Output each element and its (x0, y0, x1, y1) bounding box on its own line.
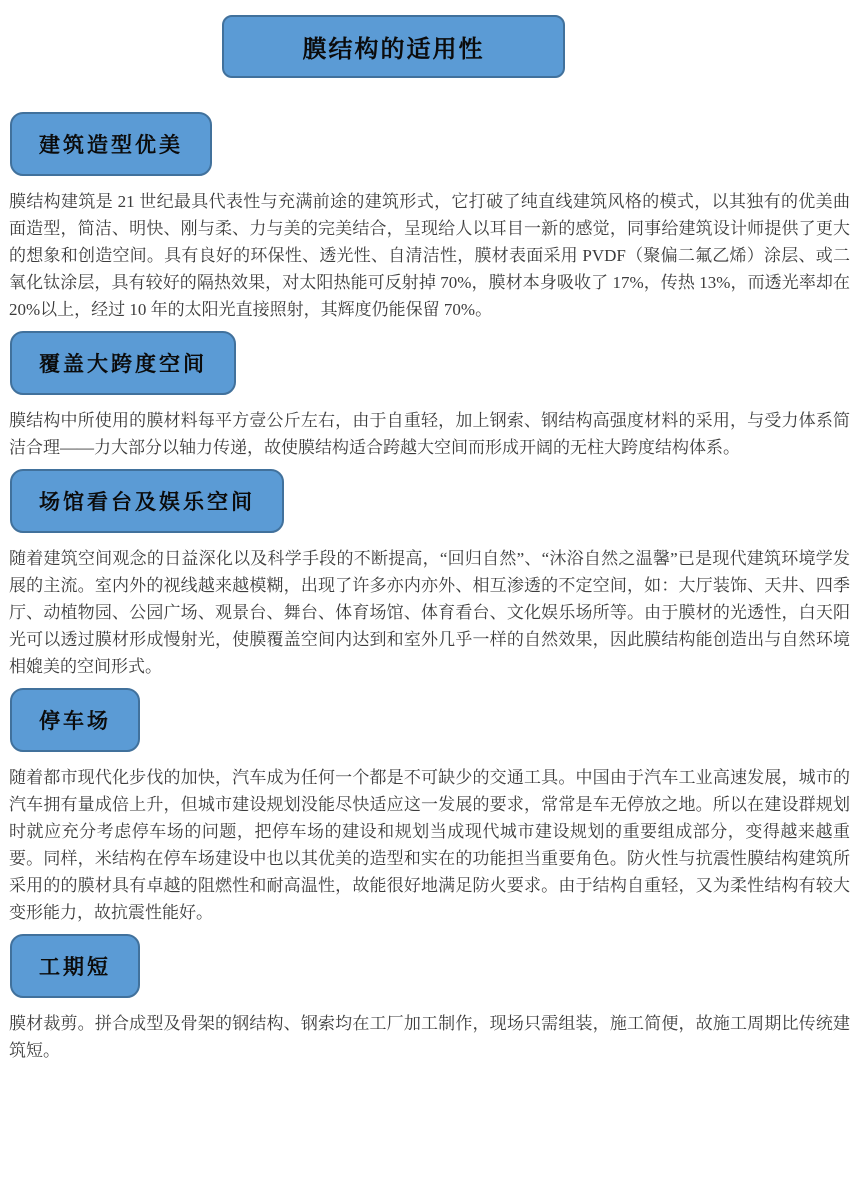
section-heading: 建筑造型优美 (39, 134, 183, 157)
section-paragraph: 膜材裁剪。拼合成型及骨架的钢结构、钢索均在工厂加工制作，现场只需组装，施工简便，故施工周期比传统建筑短。 (9, 1014, 850, 1060)
section-heading-box (10, 934, 140, 998)
section-paragraph: 膜结构中所使用的膜材料每平方壹公斤左右，由于自重轻，加上钢索、钢结构高强度材料的采用，与受力体系简洁合理——力大部分以轴力传递，故使膜结构适合跨越大空间而形成开阔的无柱大跨度结构体系。 (9, 411, 850, 457)
section-short-schedule (0, 934, 859, 1064)
document-title-box (222, 15, 565, 78)
section-large-span (0, 331, 859, 461)
section-heading-box (10, 331, 236, 395)
section-heading: 工期短 (39, 956, 111, 979)
section-venues-entertainment (0, 469, 859, 680)
section-heading: 停车场 (39, 710, 111, 733)
section-heading-box (10, 688, 140, 752)
section-beautiful-form (0, 112, 859, 323)
section-parking-lot (0, 688, 859, 926)
document-title: 膜结构的适用性 (302, 36, 485, 63)
section-paragraph: 随着建筑空间观念的日益深化以及科学手段的不断提高，“回归自然”、“沐浴自然之温馨”已是现代建筑环境学发展的主流。室内外的视线越来越模糊，出现了许多亦内亦外、相互渗透的不定空间，如：大厅装饰、天井、四季厅、动植物园、公园广场、观景台、舞台、体育场馆、体育看台、文化娱乐场所等。由于膜材的光透性，白天阳光可以透过膜材形成慢射光，使膜覆盖空间内达到和室外几乎一样的自然效果，因此膜结构能创造出与自然环境相媲美的空间形式。 (9, 549, 850, 676)
section-heading: 场馆看台及娱乐空间 (39, 491, 255, 514)
section-paragraph: 膜结构建筑是 21 世纪最具代表性与充满前途的建筑形式，它打破了纯直线建筑风格的模式，以其独有的优美曲面造型，简洁、明快、刚与柔、力与美的完美结合，呈现给人以耳目一新的感觉，同事给建筑设计师提供了更大的想象和创造空间。具有良好的环保性、透光性、自清洁性，膜材表面采用 PVDF（聚偏二氟乙烯）涂层、或二氧化钛涂层，具有较好的隔热效果，对太阳热能可反射掉 70%，膜材本身吸收了 17%，传热 13%，而透光率却在 20%以上，经过 10 年的太阳光直接照射，其辉度仍能保留 70%。 (9, 192, 850, 319)
section-heading: 覆盖大跨度空间 (39, 353, 207, 376)
document-page (0, 15, 859, 1198)
section-heading-box (10, 112, 212, 176)
section-paragraph: 随着都市现代化步伐的加快，汽车成为任何一个都是不可缺少的交通工具。中国由于汽车工业高速发展，城市的汽车拥有量成倍上升，但城市建设规划没能尽快适应这一发展的要求，常常是车无停放之地。所以在建设群规划时就应充分考虑停车场的问题，把停车场的建设和规划当成现代城市建设规划的重要组成部分，变得越来越重要。同样，米结构在停车场建设中也以其优美的造型和实在的功能担当重要角色。防火性与抗震性膜结构建筑所采用的的膜材具有卓越的阻燃性和耐高温性，故能很好地满足防火要求。由于结构自重轻，又为柔性结构有较大变形能力，故抗震性能好。 (9, 768, 850, 922)
section-heading-box (10, 469, 284, 533)
